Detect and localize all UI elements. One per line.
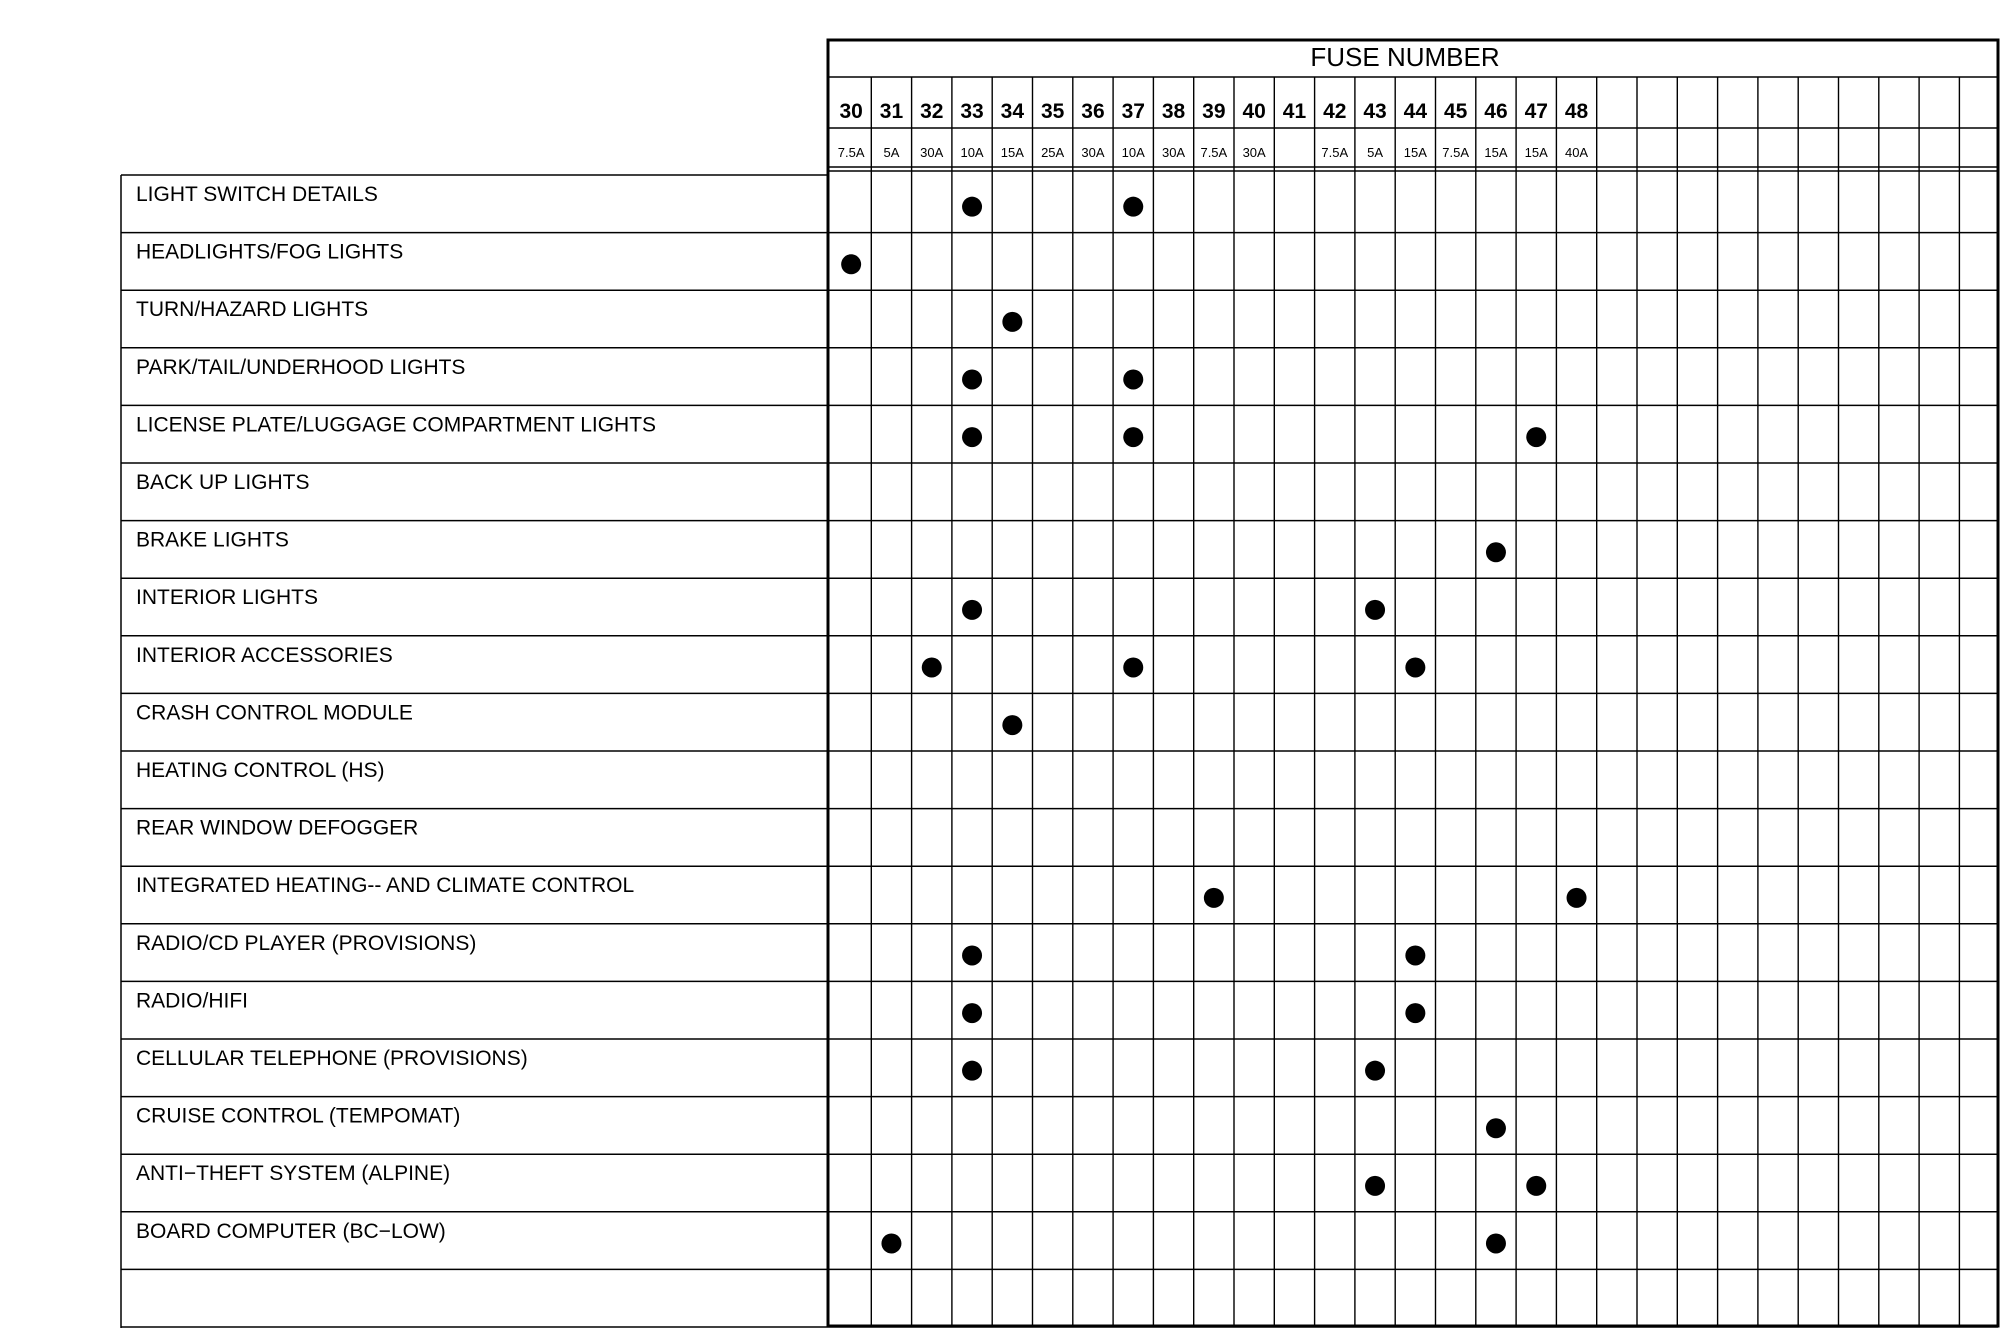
usage-dot	[1567, 888, 1587, 908]
circuit-label: LICENSE PLATE/LUGGAGE COMPARTMENT LIGHTS	[136, 413, 657, 437]
usage-dot	[1123, 657, 1143, 677]
usage-dot	[881, 1233, 901, 1253]
usage-dot	[1526, 427, 1546, 447]
fuse-rating: 40A	[1564, 145, 1589, 160]
usage-dot	[1486, 542, 1506, 562]
fuse-number: 39	[1202, 100, 1226, 123]
fuse-rating: 30A	[1161, 145, 1186, 160]
usage-dot	[1002, 312, 1022, 332]
circuit-label: HEATING CONTROL (HS)	[136, 759, 385, 782]
usage-dot	[922, 657, 942, 677]
fuse-number: 45	[1443, 100, 1468, 123]
fuse-rating: 30A	[920, 145, 944, 160]
usage-dot	[1405, 657, 1425, 677]
usage-dot	[962, 945, 982, 965]
circuit-label: INTERIOR LIGHTS	[136, 586, 319, 610]
fuse-rating: 7.5A	[1200, 145, 1228, 160]
usage-dot	[1405, 945, 1425, 965]
fuse-rating: 10A	[1121, 145, 1145, 160]
circuit-label: RADIO/HIFI	[136, 989, 249, 1013]
circuit-label: TURN/HAZARD LIGHTS	[136, 298, 369, 322]
circuit-label: INTERIOR ACCESSORIES	[136, 643, 393, 667]
usage-dot	[1405, 1003, 1425, 1023]
circuit-label: CRUISE CONTROL (TEMPOMAT)	[136, 1104, 461, 1128]
circuit-label: BOARD COMPUTER (BC−LOW)	[136, 1219, 446, 1243]
fuse-number: 37	[1121, 100, 1145, 123]
fuse-rating: 7.5A	[1442, 145, 1470, 160]
fuse-number: 36	[1081, 100, 1105, 123]
usage-dot	[1123, 197, 1143, 217]
fuse-rating: 30A	[1081, 145, 1105, 160]
usage-dot	[962, 1061, 982, 1081]
fuse-rating: 10A	[960, 145, 984, 160]
usage-dot	[1486, 1233, 1506, 1253]
circuit-labels	[136, 183, 656, 1243]
usage-dot	[962, 197, 982, 217]
circuit-label: LIGHT SWITCH DETAILS	[136, 183, 378, 206]
fuse-number: 44	[1403, 100, 1428, 123]
fuse-number: 32	[920, 100, 944, 123]
circuit-label: ANTI−THEFT SYSTEM (ALPINE)	[136, 1162, 451, 1186]
fuse-rating: 15A	[1000, 145, 1024, 160]
circuit-label: PARK/TAIL/UNDERHOOD LIGHTS	[136, 355, 466, 379]
usage-dot	[1526, 1176, 1546, 1196]
usage-dots	[841, 197, 1586, 1254]
usage-dot	[962, 427, 982, 447]
fuse-rating: 15A	[1484, 145, 1508, 160]
circuit-label: CELLULAR TELEPHONE (PROVISIONS)	[136, 1047, 528, 1070]
circuit-label: REAR WINDOW DEFOGGER	[136, 816, 419, 840]
circuit-label: BACK UP LIGHTS	[136, 471, 310, 494]
fuse-rating: 5A	[883, 145, 900, 160]
fuse-number: 41	[1282, 100, 1307, 123]
fuse-rating: 25A	[1041, 145, 1065, 160]
circuit-label: RADIO/CD PLAYER (PROVISIONS)	[136, 931, 477, 955]
fuse-rating: 15A	[1403, 145, 1427, 160]
fuse-number: 34	[1000, 100, 1025, 123]
chart-title: FUSE NUMBER	[1310, 42, 1500, 72]
fuse-rating: 7.5A	[1321, 145, 1349, 160]
fuse-number: 33	[960, 100, 984, 123]
usage-dot	[1123, 427, 1143, 447]
circuit-label: HEADLIGHTS/FOG LIGHTS	[136, 240, 404, 264]
fuse-number: 35	[1040, 100, 1065, 123]
usage-dot	[962, 600, 982, 620]
fuse-rating: 5A	[1367, 145, 1384, 160]
usage-dot	[1486, 1118, 1506, 1138]
fuse-number: 38	[1161, 100, 1186, 123]
circuit-label: CRASH CONTROL MODULE	[136, 701, 413, 725]
circuit-label: INTEGRATED HEATING-- AND CLIMATE CONTROL	[136, 874, 635, 898]
fuse-number: 48	[1564, 100, 1589, 123]
fuse-number: 47	[1524, 100, 1548, 123]
fuse-rating: 15A	[1524, 145, 1548, 160]
fuse-number: 31	[879, 100, 904, 123]
usage-dot	[962, 369, 982, 389]
usage-dot	[1365, 600, 1385, 620]
circuit-label: BRAKE LIGHTS	[136, 528, 289, 552]
usage-dot	[1365, 1176, 1385, 1196]
fuse-rating: 7.5A	[837, 145, 865, 160]
usage-dot	[962, 1003, 982, 1023]
usage-dot	[841, 254, 861, 274]
usage-dot	[1123, 369, 1143, 389]
chart-grid	[121, 40, 1998, 1328]
fuse-number: 30	[839, 100, 863, 123]
fuse-number: 43	[1363, 100, 1387, 123]
usage-dot	[1365, 1061, 1385, 1081]
fuse-number: 40	[1242, 100, 1266, 123]
fuse-number: 46	[1484, 100, 1508, 123]
usage-dot	[1002, 715, 1022, 735]
fuse-number: 42	[1323, 100, 1347, 123]
fuse-rating: 30A	[1242, 145, 1266, 160]
usage-dot	[1204, 888, 1224, 908]
